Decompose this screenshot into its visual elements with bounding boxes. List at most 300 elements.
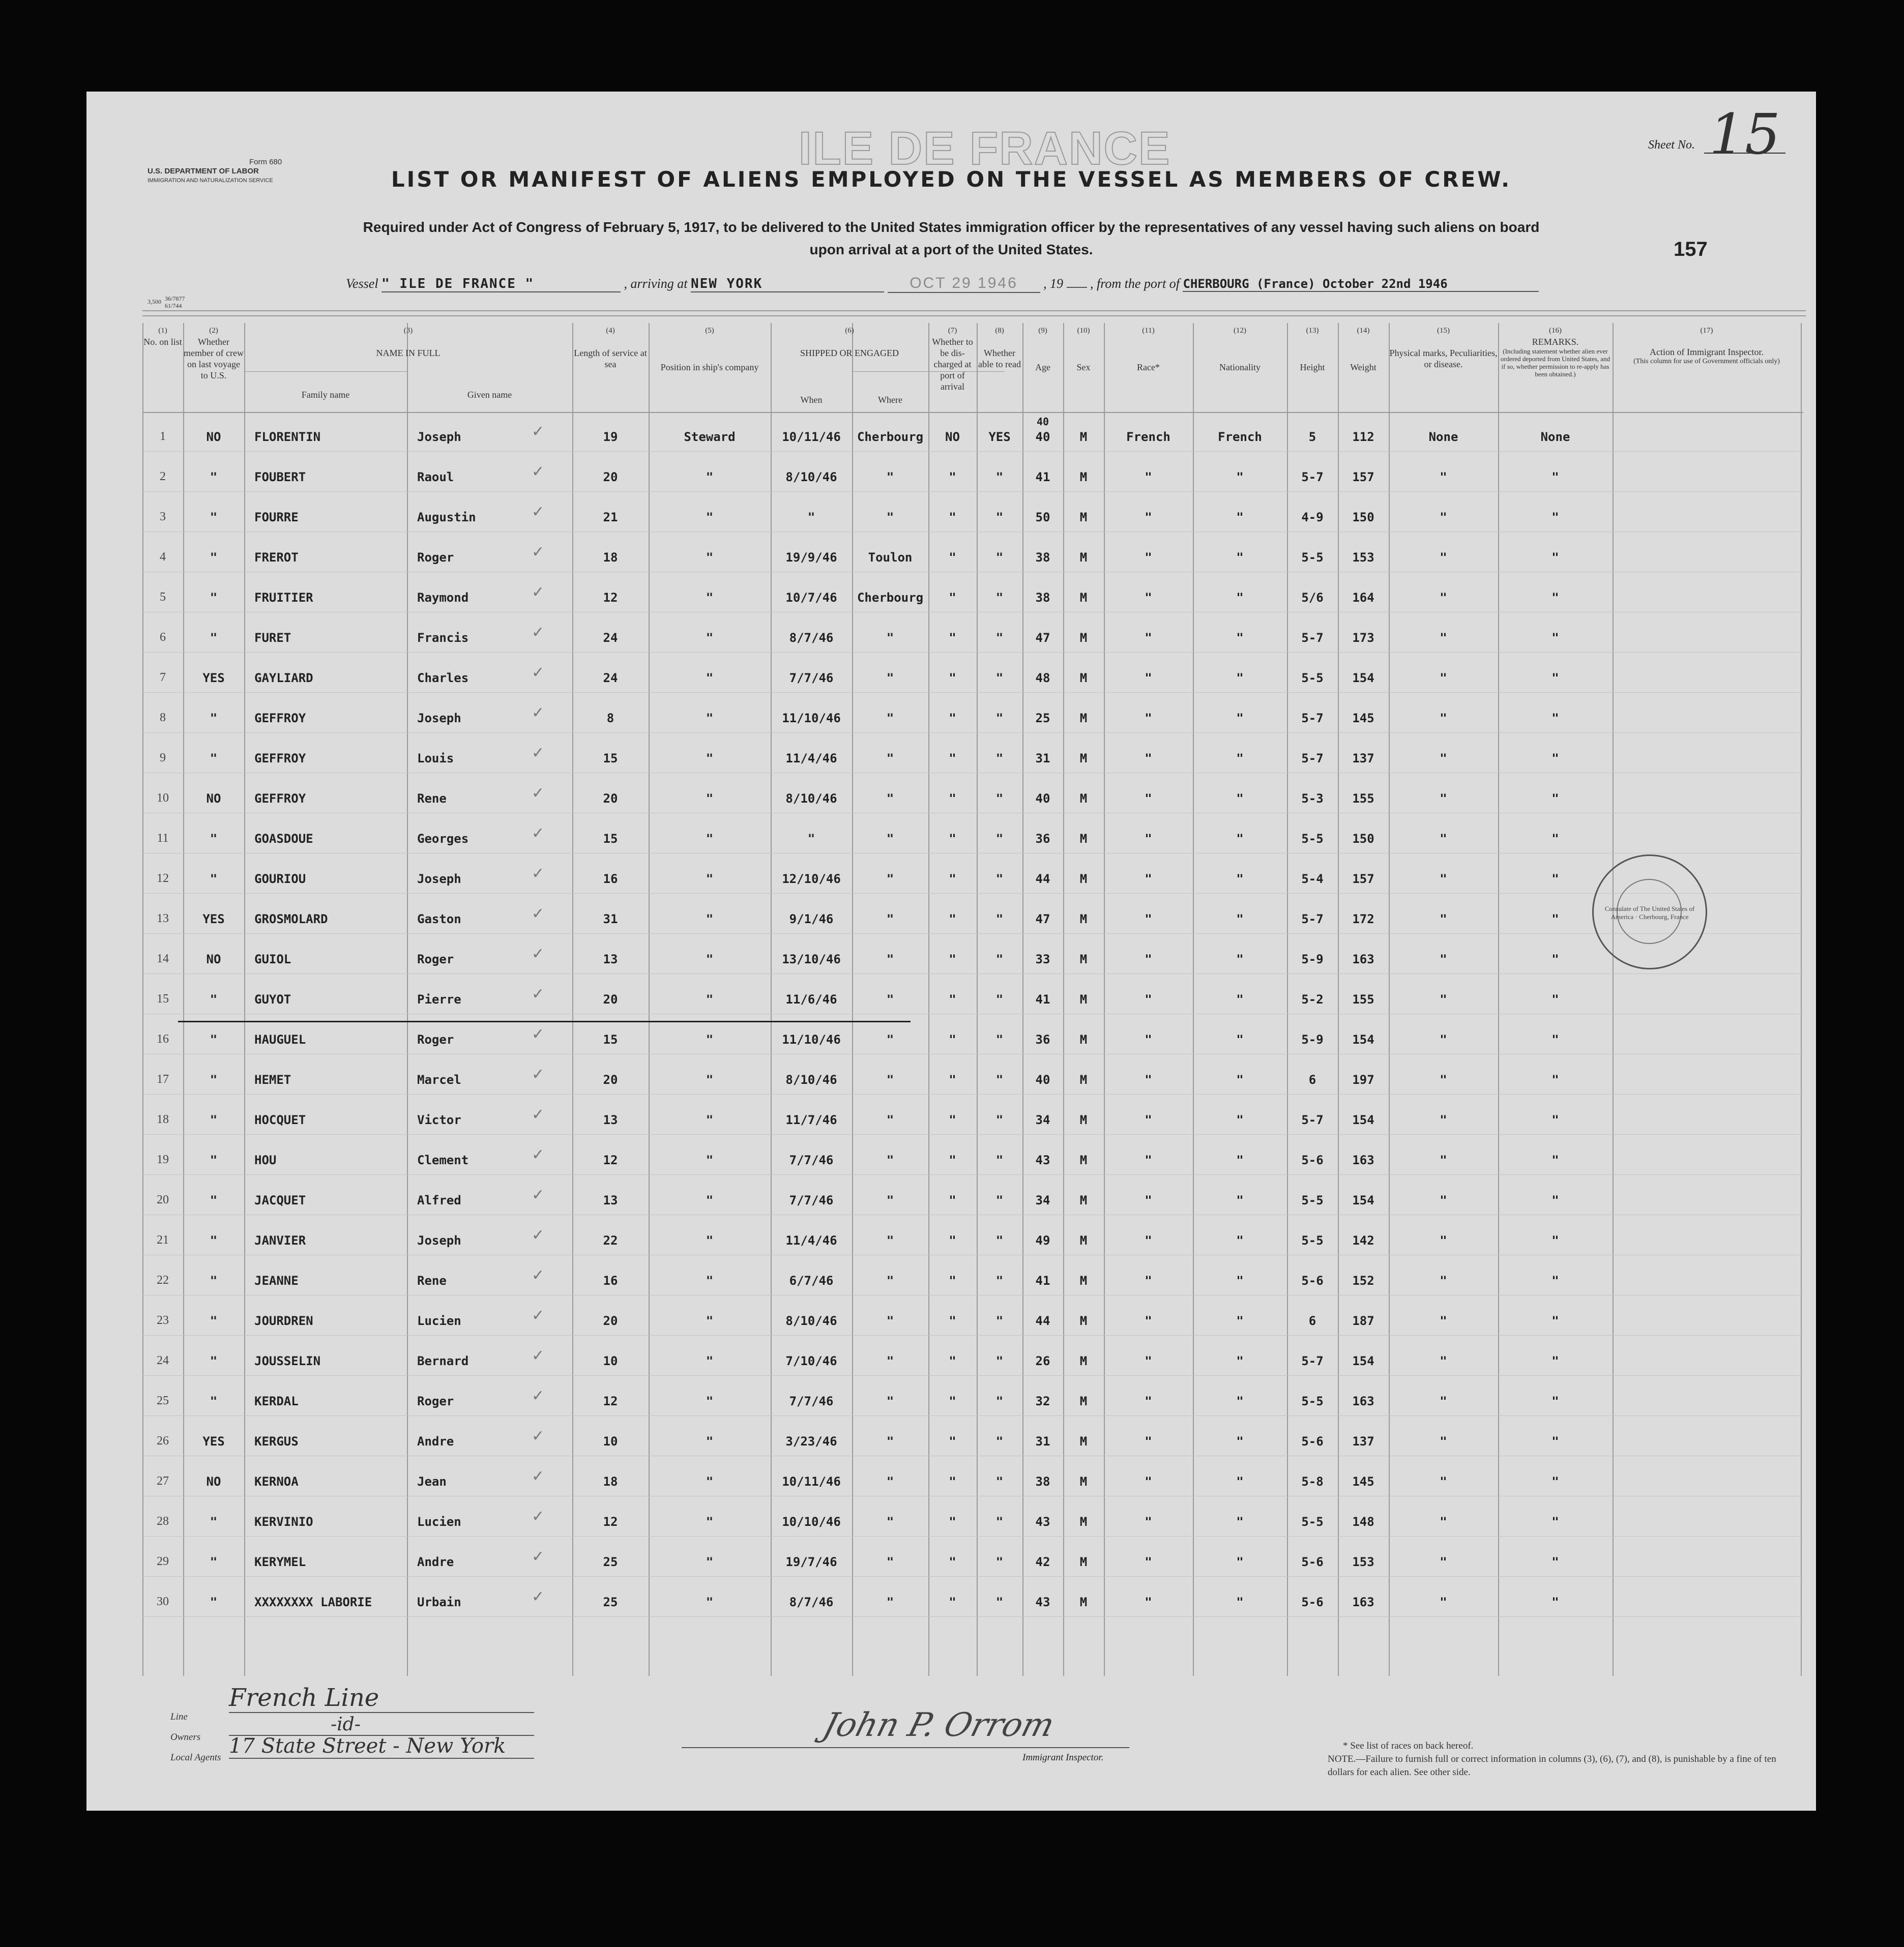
race-cell: "	[1145, 912, 1152, 926]
family-name-cell: GOURIOU	[254, 872, 306, 886]
row-number: 14	[157, 952, 169, 965]
when-cell: 10/11/46	[782, 430, 841, 444]
member-cell: "	[210, 1233, 218, 1248]
sex-cell: M	[1079, 1354, 1088, 1368]
read-cell: "	[995, 1354, 1004, 1368]
marks-cell: "	[1440, 470, 1447, 484]
height-cell: 5-6	[1301, 1274, 1324, 1288]
member-cell: "	[210, 631, 218, 645]
given-name-cell: Raymond	[417, 591, 469, 605]
row-number: 10	[157, 791, 169, 805]
remarks-cell: "	[1551, 470, 1559, 484]
row-number: 20	[157, 1193, 169, 1206]
position-cell: "	[706, 1153, 714, 1167]
check-mark-icon: ✓	[532, 1588, 545, 1606]
age-cell: 33	[1035, 952, 1050, 966]
family-name-cell: XXXXXXXX LABORIE	[254, 1595, 372, 1609]
sex-cell: M	[1079, 631, 1088, 645]
member-cell: "	[210, 591, 218, 605]
marks-cell: "	[1440, 872, 1447, 886]
marks-cell: "	[1440, 832, 1447, 846]
where-cell: "	[886, 631, 894, 645]
check-mark-icon: ✓	[532, 784, 545, 802]
nationality-cell: French	[1218, 430, 1262, 444]
nationality-cell: "	[1236, 1113, 1244, 1127]
check-mark-icon: ✓	[532, 1508, 545, 1525]
weight-cell: 154	[1352, 1113, 1374, 1127]
read-cell: "	[995, 1233, 1004, 1248]
nationality-cell: "	[1236, 832, 1244, 846]
weight-cell: 187	[1352, 1314, 1374, 1328]
when-cell: 11/6/46	[785, 992, 837, 1007]
nationality-cell: "	[1236, 992, 1244, 1007]
nationality-cell: "	[1236, 1153, 1244, 1167]
col-action-header: (17) Action of Immigrant Inspector. (This column for use of Government officials only)	[1633, 327, 1780, 365]
position-cell: Steward	[684, 430, 736, 444]
sex-cell: M	[1079, 1113, 1088, 1127]
age-cell: 40	[1035, 791, 1050, 806]
race-cell: "	[1145, 1274, 1152, 1288]
discharged-cell: "	[949, 872, 956, 886]
remarks-cell: "	[1551, 631, 1559, 645]
position-cell: "	[706, 751, 714, 765]
sex-cell: M	[1079, 671, 1088, 685]
remarks-cell: "	[1551, 1555, 1559, 1569]
given-name-cell: Louis	[417, 751, 454, 765]
height-cell: 5-5	[1301, 1515, 1324, 1529]
position-cell: "	[706, 832, 714, 846]
family-name-cell: KERGUS	[254, 1434, 299, 1449]
given-name-cell: Georges	[417, 832, 469, 846]
marks-cell: "	[1440, 1233, 1447, 1248]
marks-cell: "	[1440, 1153, 1447, 1167]
race-cell: "	[1145, 711, 1152, 725]
service-cell: 19	[603, 430, 618, 444]
weight-cell: 157	[1352, 872, 1374, 886]
sex-cell: M	[1079, 1233, 1088, 1248]
sex-cell: M	[1079, 992, 1088, 1007]
row-number: 29	[157, 1555, 169, 1568]
weight-cell: 163	[1352, 952, 1374, 966]
seal-text: Consulate of The United States of America · Cherbourg, France	[1604, 905, 1695, 921]
age-cell: 40	[1035, 430, 1050, 444]
when-cell: 12/10/46	[782, 872, 841, 886]
weight-cell: 152	[1352, 1274, 1374, 1288]
weight-cell: 154	[1352, 1354, 1374, 1368]
marks-cell: "	[1440, 591, 1447, 605]
marks-cell: "	[1440, 1474, 1447, 1489]
nationality-cell: "	[1236, 1555, 1244, 1569]
weight-cell: 150	[1352, 832, 1374, 846]
remarks-cell: "	[1551, 671, 1559, 685]
nationality-cell: "	[1236, 550, 1244, 565]
race-cell: "	[1145, 1113, 1152, 1127]
where-cell: "	[886, 671, 894, 685]
when-cell: 13/10/46	[782, 952, 841, 966]
member-cell: "	[210, 510, 218, 524]
department: U.S. DEPARTMENT OF LABOR	[148, 167, 259, 175]
race-cell: "	[1145, 1434, 1152, 1449]
sex-cell: M	[1079, 1274, 1088, 1288]
when-cell: 8/7/46	[789, 631, 834, 645]
weight-cell: 157	[1352, 470, 1374, 484]
discharged-cell: "	[949, 470, 956, 484]
given-name-cell: Andre	[417, 1434, 454, 1449]
col-marks-header: (15) Physical marks, Peculiarities, or disease.	[1389, 327, 1498, 369]
marks-cell: "	[1440, 791, 1447, 806]
discharged-cell: "	[949, 591, 956, 605]
position-cell: "	[706, 550, 714, 565]
height-cell: 5-8	[1301, 1474, 1324, 1489]
age-cell: 36	[1035, 832, 1050, 846]
where-cell: "	[886, 992, 894, 1007]
remarks-cell: "	[1551, 1354, 1559, 1368]
read-cell: "	[995, 711, 1004, 725]
member-cell: "	[210, 470, 218, 484]
weight-cell: 150	[1352, 510, 1374, 524]
position-cell: "	[706, 1073, 714, 1087]
discharged-cell: "	[949, 1354, 956, 1368]
race-cell: "	[1145, 1193, 1152, 1207]
marks-cell: "	[1440, 1073, 1447, 1087]
member-cell: "	[210, 751, 218, 765]
race-cell: "	[1145, 1233, 1152, 1248]
position-cell: "	[706, 591, 714, 605]
where-cell: "	[886, 1515, 894, 1529]
position-cell: "	[706, 1113, 714, 1127]
age-cell: 47	[1035, 912, 1050, 926]
nationality-cell: "	[1236, 1515, 1244, 1529]
service-cell: 15	[603, 1032, 618, 1047]
nationality-cell: "	[1236, 1233, 1244, 1248]
member-cell: NO	[206, 430, 221, 444]
age-cell: 32	[1035, 1394, 1050, 1408]
col-height-header: (13) Height	[1300, 327, 1325, 372]
family-name-cell: GROSMOLARD	[254, 912, 328, 926]
age-cell: 49	[1035, 1233, 1050, 1248]
family-name-cell: FREROT	[254, 550, 299, 565]
row-number: 27	[157, 1474, 169, 1488]
col-position-header: (5) Position in ship's company	[660, 327, 759, 372]
row-number: 21	[157, 1233, 169, 1247]
marks-cell: "	[1440, 631, 1447, 645]
agents-value: 17 State Street - New York	[229, 1734, 534, 1759]
height-cell: 5-6	[1301, 1434, 1324, 1449]
height-cell: 5/6	[1301, 591, 1324, 605]
marks-cell: "	[1440, 1595, 1447, 1609]
weight-cell: 197	[1352, 1073, 1374, 1087]
manifest-sheet	[86, 92, 1816, 1811]
remarks-cell: "	[1551, 1314, 1559, 1328]
given-name-cell: Marcel	[417, 1073, 461, 1087]
race-cell: "	[1145, 1474, 1152, 1489]
remarks-cell: "	[1551, 1474, 1559, 1489]
sex-cell: M	[1079, 832, 1088, 846]
read-cell: "	[995, 631, 1004, 645]
given-name-cell: Urbain	[417, 1595, 461, 1609]
when-cell: 11/4/46	[785, 751, 837, 765]
race-cell: "	[1145, 1555, 1152, 1569]
line-value: French Line	[229, 1684, 534, 1713]
where-cell: "	[886, 832, 894, 846]
read-cell: "	[995, 1314, 1004, 1328]
race-cell: "	[1145, 1595, 1152, 1609]
race-cell: "	[1145, 1032, 1152, 1047]
remarks-cell: "	[1551, 510, 1559, 524]
row-number: 2	[160, 470, 166, 483]
family-name-cell: KERDAL	[254, 1394, 299, 1408]
read-cell: "	[995, 550, 1004, 565]
marks-cell: "	[1440, 1274, 1447, 1288]
member-cell: "	[210, 872, 218, 886]
vessel-line	[346, 275, 1539, 293]
when-cell: 7/7/46	[789, 1394, 834, 1408]
given-name-cell: Rene	[417, 791, 447, 806]
check-mark-icon: ✓	[532, 1186, 545, 1204]
discharged-cell: "	[949, 1394, 956, 1408]
race-cell: "	[1145, 952, 1152, 966]
age-cell: 50	[1035, 510, 1050, 524]
given-name-cell: Andre	[417, 1555, 454, 1569]
height-cell: 5-9	[1301, 952, 1324, 966]
remarks-cell: "	[1551, 711, 1559, 725]
read-cell: "	[995, 872, 1004, 886]
check-mark-icon: ✓	[532, 865, 545, 882]
nationality-cell: "	[1236, 711, 1244, 725]
age-cell: 41	[1035, 992, 1050, 1007]
when-cell: 8/10/46	[785, 791, 837, 806]
service-cell: 15	[603, 751, 618, 765]
given-name-cell: Lucien	[417, 1515, 461, 1529]
discharged-cell: "	[949, 1595, 956, 1609]
nationality-cell: "	[1236, 751, 1244, 765]
where-cell: "	[886, 510, 894, 524]
nationality-cell: "	[1236, 510, 1244, 524]
discharged-cell: "	[949, 1032, 956, 1047]
nationality-cell: "	[1236, 791, 1244, 806]
weight-cell: 154	[1352, 1193, 1374, 1207]
family-name-cell: FOURRE	[254, 510, 299, 524]
member-cell: "	[210, 992, 218, 1007]
arriving-port: NEW YORK	[691, 276, 884, 292]
nationality-cell: "	[1236, 1314, 1244, 1328]
where-cell: "	[886, 1073, 894, 1087]
remarks-cell: "	[1551, 1032, 1559, 1047]
position-cell: "	[706, 631, 714, 645]
where-cell: "	[886, 1474, 894, 1489]
subtitle-line-1: Required under Act of Congress of February 5, 1917, to be delivered to the United States immigration officer by the representatives of any vessel having such aliens on board	[363, 219, 1540, 235]
discharged-cell: "	[949, 952, 956, 966]
when-cell: 8/10/46	[785, 470, 837, 484]
arriving-label: , arriving at	[624, 276, 688, 291]
read-cell: "	[995, 1555, 1004, 1569]
sex-cell: M	[1079, 1595, 1088, 1609]
discharged-cell: NO	[945, 430, 960, 444]
age-cell: 38	[1035, 1474, 1050, 1489]
discharged-cell: "	[949, 550, 956, 565]
service-cell: 16	[603, 1274, 618, 1288]
remarks-cell: "	[1551, 1394, 1559, 1408]
member-cell: NO	[206, 952, 221, 966]
signature-line	[682, 1747, 1129, 1748]
read-cell: YES	[988, 430, 1011, 444]
col-when-header: When	[800, 395, 823, 405]
member-cell: "	[210, 1354, 218, 1368]
when-cell: "	[807, 510, 815, 524]
position-cell: "	[706, 1515, 714, 1529]
read-cell: "	[995, 1153, 1004, 1167]
nationality-cell: "	[1236, 1595, 1244, 1609]
given-name-cell: Raoul	[417, 470, 454, 484]
sheet-label: Sheet No.	[1648, 138, 1695, 152]
family-name-cell: FOUBERT	[254, 470, 306, 484]
given-name-cell: Roger	[417, 550, 454, 565]
when-cell: 7/7/46	[789, 1153, 834, 1167]
member-cell: "	[210, 1032, 218, 1047]
position-cell: "	[706, 1193, 714, 1207]
height-cell: 5-6	[1301, 1595, 1324, 1609]
sex-cell: M	[1079, 470, 1088, 484]
service: IMMIGRATION AND NATURALIZATION SERVICE	[148, 178, 273, 184]
family-name-cell: JEANNE	[254, 1274, 299, 1288]
height-cell: 4-9	[1301, 510, 1324, 524]
nationality-cell: "	[1236, 1474, 1244, 1489]
where-cell: "	[886, 1354, 894, 1368]
sex-cell: M	[1079, 1153, 1088, 1167]
remarks-cell: "	[1551, 1193, 1559, 1207]
height-cell: 5-6	[1301, 1153, 1324, 1167]
sex-cell: M	[1079, 791, 1088, 806]
service-cell: 16	[603, 872, 618, 886]
remarks-cell: "	[1551, 1153, 1559, 1167]
row-number: 11	[157, 832, 169, 845]
where-cell: Toulon	[868, 550, 913, 565]
consulate-seal	[1592, 854, 1707, 969]
service-cell: 12	[603, 1153, 618, 1167]
check-mark-icon: ✓	[532, 1266, 545, 1284]
position-cell: "	[706, 711, 714, 725]
vessel-stamp: ILE DE FRANCE	[799, 123, 1171, 174]
service-cell: 25	[603, 1595, 618, 1609]
sex-cell: M	[1079, 711, 1088, 725]
family-name-cell: GUYOT	[254, 992, 291, 1007]
check-mark-icon: ✓	[532, 1106, 545, 1124]
remarks-cell: "	[1551, 1515, 1559, 1529]
family-name-cell: HOCQUET	[254, 1113, 306, 1127]
service-cell: 20	[603, 791, 618, 806]
age-correction: 40	[1036, 416, 1049, 428]
remarks-cell: "	[1551, 1233, 1559, 1248]
race-cell: "	[1145, 671, 1152, 685]
member-cell: "	[210, 1073, 218, 1087]
height-cell: 5-7	[1301, 1113, 1324, 1127]
position-cell: "	[706, 1274, 714, 1288]
row-number: 16	[157, 1032, 169, 1046]
given-name-cell: Gaston	[417, 912, 461, 926]
read-cell: "	[995, 1274, 1004, 1288]
race-cell: "	[1145, 992, 1152, 1007]
height-cell: 5-9	[1301, 1032, 1324, 1047]
nationality-cell: "	[1236, 671, 1244, 685]
age-cell: 31	[1035, 1434, 1050, 1449]
age-cell: 43	[1035, 1515, 1050, 1529]
row-number: 5	[160, 591, 166, 604]
read-cell: "	[995, 510, 1004, 524]
position-cell: "	[706, 992, 714, 1007]
weight-cell: 153	[1352, 1555, 1374, 1569]
when-cell: 10/11/46	[782, 1474, 841, 1489]
check-mark-icon: ✓	[532, 985, 545, 1003]
height-cell: 5-7	[1301, 1354, 1324, 1368]
marks-cell: None	[1428, 430, 1458, 444]
age-cell: 44	[1035, 872, 1050, 886]
row-number: 6	[160, 631, 166, 644]
when-cell: 8/10/46	[785, 1314, 837, 1328]
rule	[142, 310, 1806, 311]
weight-cell: 163	[1352, 1595, 1374, 1609]
nationality-cell: "	[1236, 1073, 1244, 1087]
service-cell: 25	[603, 1555, 618, 1569]
family-name-cell: GAYLIARD	[254, 671, 313, 685]
nationality-cell: "	[1236, 470, 1244, 484]
remarks-cell: "	[1551, 912, 1559, 926]
discharged-cell: "	[949, 1073, 956, 1087]
read-cell: "	[995, 751, 1004, 765]
sheet-underline	[1704, 153, 1785, 154]
member-cell: "	[210, 1515, 218, 1529]
given-name-cell: Charles	[417, 671, 469, 685]
position-cell: "	[706, 1595, 714, 1609]
when-cell: 9/1/46	[789, 912, 834, 926]
remarks-cell: None	[1540, 430, 1570, 444]
check-mark-icon: ✓	[532, 1347, 545, 1365]
position-cell: "	[706, 1555, 714, 1569]
family-name-cell: FURET	[254, 631, 291, 645]
service-cell: 12	[603, 1394, 618, 1408]
where-cell: "	[886, 1274, 894, 1288]
marks-cell: "	[1440, 952, 1447, 966]
check-mark-icon: ✓	[532, 1307, 545, 1324]
nationality-cell: "	[1236, 1434, 1244, 1449]
weight-cell: 164	[1352, 591, 1374, 605]
family-name-cell: JOURDREN	[254, 1314, 313, 1328]
read-cell: "	[995, 671, 1004, 685]
race-cell: "	[1145, 872, 1152, 886]
row-number: 28	[157, 1515, 169, 1528]
col-member-header: (2) Whether member of crew on last voyage to U.S.	[184, 327, 244, 380]
discharged-cell: "	[949, 1555, 956, 1569]
weight-cell: 145	[1352, 711, 1374, 725]
discharged-cell: "	[949, 1474, 956, 1489]
when-cell: 10/10/46	[782, 1515, 841, 1529]
age-cell: 38	[1035, 591, 1050, 605]
where-cell: "	[886, 1394, 894, 1408]
marks-cell: "	[1440, 1314, 1447, 1328]
member-cell: YES	[202, 1434, 225, 1449]
where-cell: "	[886, 791, 894, 806]
sex-cell: M	[1079, 1073, 1088, 1087]
weight-cell: 155	[1352, 791, 1374, 806]
age-cell: 26	[1035, 1354, 1050, 1368]
race-cell: "	[1145, 751, 1152, 765]
marks-cell: "	[1440, 1515, 1447, 1529]
service-cell: 13	[603, 1113, 618, 1127]
service-cell: 31	[603, 912, 618, 926]
member-cell: "	[210, 711, 218, 725]
age-cell: 31	[1035, 751, 1050, 765]
service-cell: 18	[603, 550, 618, 565]
row-number: 26	[157, 1434, 169, 1448]
